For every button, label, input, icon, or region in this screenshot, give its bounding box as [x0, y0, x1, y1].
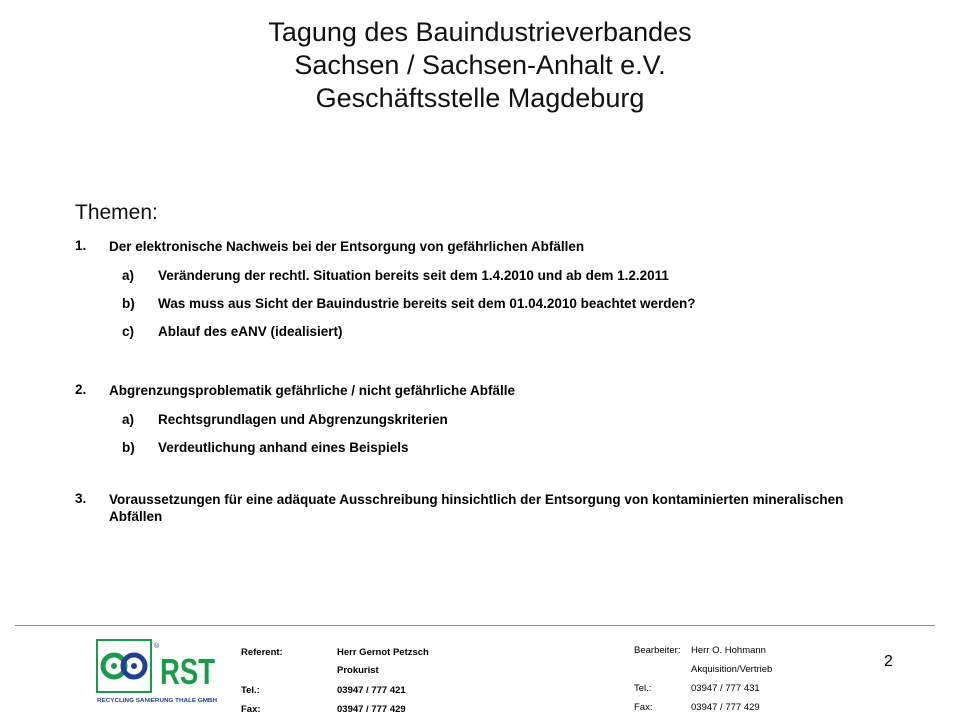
subtopic-text: Veränderung der rechtl. Situation bereits seit dem 1.4.2010 und ab dem 1.2.2011 [158, 268, 669, 283]
subtopic-2a [75, 412, 895, 440]
subtopic-letter: a) [122, 412, 135, 427]
topic-1 [75, 238, 895, 268]
registered-mark: ® [154, 643, 160, 650]
topic-text: Voraussetzungen für eine adäquate Ausschreibung hinsichtlich der Entsorgung von kontaminierten mineralischen Abfällen [109, 492, 844, 524]
subtopic-text: Was muss aus Sicht der Bauindustrie bereits seit dem 01.04.2010 beachtet werden? [158, 296, 696, 311]
slide-title [0, 16, 960, 115]
rst-logo [97, 640, 217, 704]
logo-tagline: RECYCLING SANIERUNG THALE GMBH [97, 698, 217, 704]
fax-label: Fax: [241, 704, 261, 715]
themen-heading: Themen: [75, 201, 158, 224]
subtopic-2b [75, 440, 895, 491]
fax2-value: 03947 / 777 429 [691, 702, 760, 713]
subtopic-letter: b) [122, 440, 135, 455]
tel-label: Tel.: [241, 685, 260, 696]
tel2-label: Tel.: [634, 683, 652, 694]
topic-text: Abgrenzungsproblematik gefährliche / nicht gefährliche Abfälle [109, 383, 516, 398]
subtopic-letter: a) [122, 268, 135, 283]
tel2-value: 03947 / 777 431 [691, 683, 760, 694]
subtopic-1b [75, 296, 895, 324]
subtopic-1c [75, 324, 895, 382]
subtopic-text: Ablauf des eANV (idealisiert) [158, 324, 343, 339]
topic-number: 1. [75, 238, 87, 253]
topic-text: Der elektronische Nachweis bei der Entsorgung von gefährlichen Abfällen [109, 239, 585, 254]
bearbeiter-name: Herr O. Hohmann [691, 645, 766, 656]
bearbeiter-label: Bearbeiter: [634, 645, 681, 656]
topic-3 [75, 491, 895, 525]
referent-label: Referent: [241, 647, 283, 658]
subtopic-letter: c) [122, 324, 135, 339]
topic-number: 3. [75, 491, 87, 506]
page-number: 2 [884, 653, 893, 670]
subtopic-letter: b) [122, 296, 135, 311]
footer-divider [15, 625, 935, 626]
subtopic-text: Verdeutlichung anhand eines Beispiels [158, 440, 409, 455]
title-line-2: Sachsen / Sachsen-Anhalt e.V. [294, 50, 666, 80]
tel-value: 03947 / 777 421 [337, 685, 406, 696]
topic-number: 2. [75, 382, 87, 397]
subtopic-1a [75, 268, 895, 296]
subtopic-text: Rechtsgrundlagen und Abgrenzungskriterien [158, 412, 448, 427]
bearbeiter-role: Akquisition/Vertrieb [691, 664, 773, 675]
topic-list [75, 238, 895, 525]
fax-value: 03947 / 777 429 [337, 704, 406, 715]
referent-role: Prokurist [337, 665, 379, 676]
title-line-1: Tagung des Bauindustrieverbandes [268, 17, 692, 47]
referent-name: Herr Gernot Petzsch [337, 647, 429, 658]
title-line-3: Geschäftsstelle Magdeburg [315, 83, 645, 113]
topic-2 [75, 382, 895, 412]
fax2-label: Fax: [634, 702, 653, 713]
logo-brand-text: RST [160, 651, 216, 692]
